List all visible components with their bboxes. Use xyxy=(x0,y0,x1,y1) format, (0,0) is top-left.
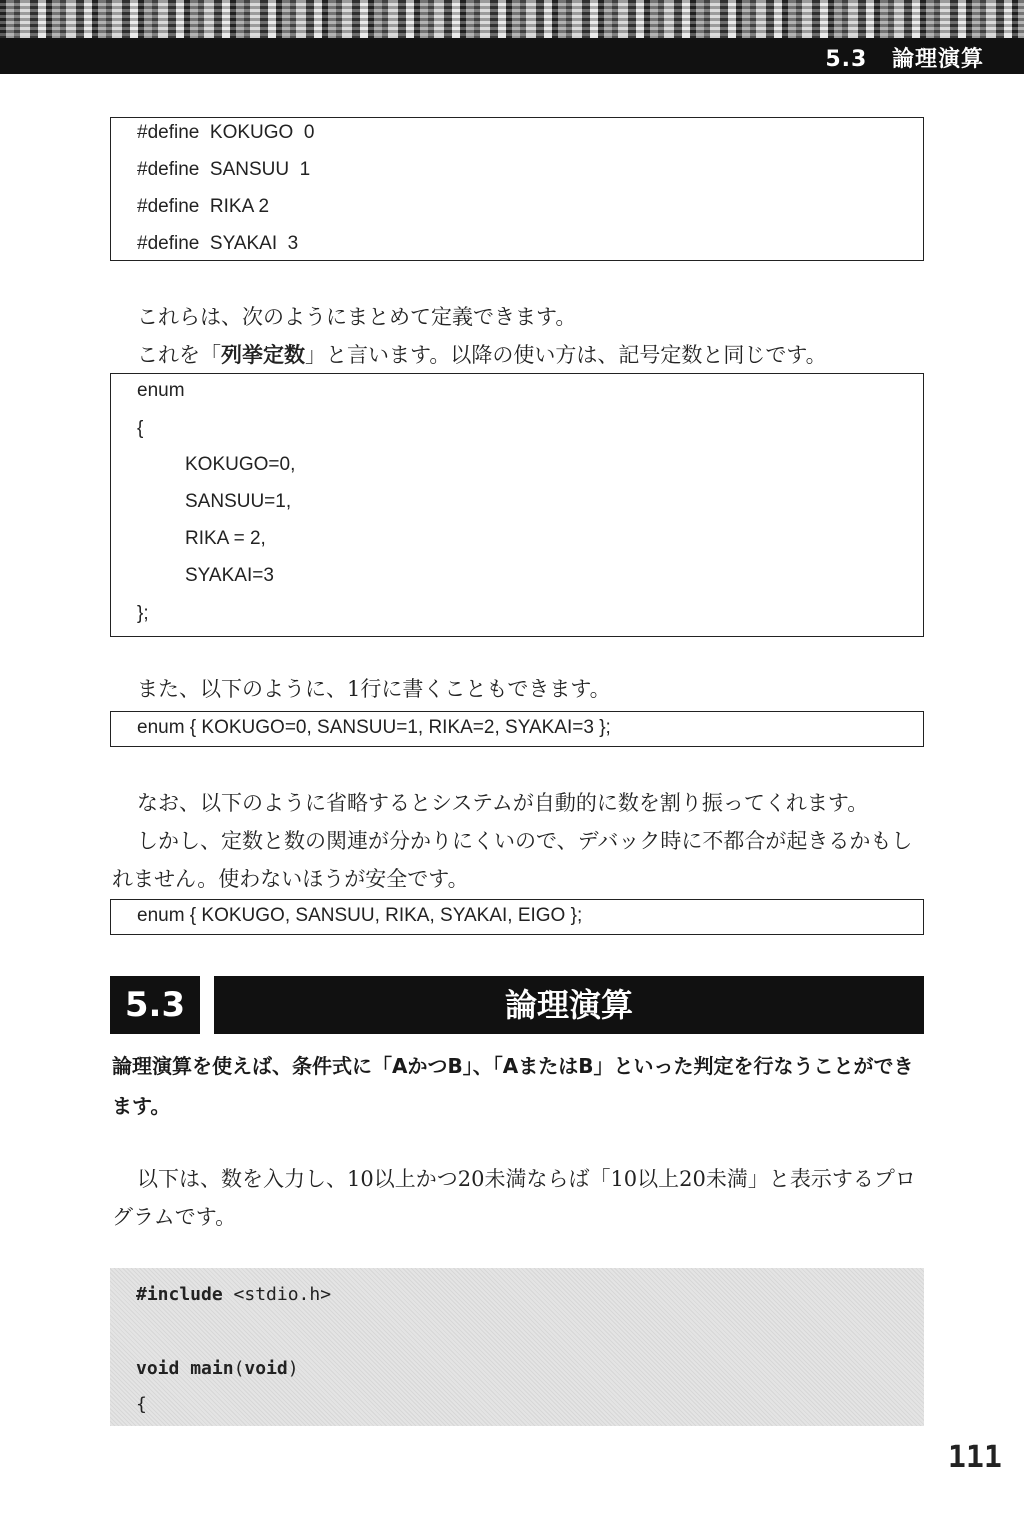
code-line: { xyxy=(136,1394,147,1415)
code-keyword: void xyxy=(136,1358,180,1379)
code-line: SANSUU=1, xyxy=(185,491,292,512)
code-line: #define SYAKAI 3 xyxy=(137,233,299,254)
text-line: また、以下のように、1行に書くこともできます。 xyxy=(137,677,611,701)
running-header-number: 5.3 xyxy=(825,47,868,72)
section-title: 論理演算 xyxy=(214,976,924,1034)
sample-code-block xyxy=(110,1268,924,1426)
text-line: これらは、次のようにまとめて定義できます。 xyxy=(137,305,577,329)
code-line: void main(void) xyxy=(136,1358,299,1379)
code-box-enum xyxy=(110,373,924,637)
code-line: enum { KOKUGO=0, SANSUU=1, RIKA=2, SYAKAI=3 }; xyxy=(137,717,611,738)
text-line xyxy=(112,336,922,374)
paragraph-enum-intro xyxy=(112,298,922,374)
code-keyword: #include xyxy=(136,1284,223,1305)
code-keyword: main xyxy=(190,1358,234,1379)
paragraph-program-intro xyxy=(112,1160,922,1236)
code-keyword: void xyxy=(244,1358,288,1379)
code-box-enum-one-line xyxy=(110,711,924,747)
text-line: 以下は、数を入力し、10以上かつ20未満ならば「10以上20未満」と表示するプログラムです。 xyxy=(112,1167,916,1229)
code-box-enum-auto xyxy=(110,899,924,935)
section-number: 5.3 xyxy=(110,976,200,1034)
running-header-title: 論理演算 xyxy=(891,47,984,72)
code-line: SYAKAI=3 xyxy=(185,565,274,586)
text-line: なお、以下のように省略するとシステムが自動的に数を割り振ってくれます。 xyxy=(137,791,869,815)
code-line xyxy=(136,1284,331,1305)
code-line: RIKA = 2, xyxy=(185,528,266,549)
running-header xyxy=(825,42,984,73)
section-lead: 論理演算を使えば、条件式に「AかつB」、「AまたはB」といった判定を行なうことができます。 xyxy=(112,1054,914,1118)
code-line: }; xyxy=(137,603,149,624)
code-line: enum { KOKUGO, SANSUU, RIKA, SYAKAI, EIGO }; xyxy=(137,905,583,926)
code-line: { xyxy=(137,418,144,439)
text-span: 」と言います。以降の使い方は、記号定数と同じです。 xyxy=(305,343,827,367)
code-line: #define KOKUGO 0 xyxy=(137,122,315,143)
page-number: 111 xyxy=(947,1440,1002,1475)
term-bold: 列挙定数 xyxy=(221,343,305,367)
code-box-defines xyxy=(110,117,924,261)
code-text: <stdio.h> xyxy=(222,1284,332,1305)
text-span: これを「 xyxy=(137,343,221,367)
code-line: #define SANSUU 1 xyxy=(137,159,311,180)
paragraph-one-line xyxy=(112,670,922,708)
paragraph-auto-numbering xyxy=(112,784,922,898)
text-line: しかし、定数と数の関連が分かりにくいので、デバック時に不都合が起きるかもしれません。使わないほうが安全です。 xyxy=(112,829,913,891)
code-line: enum xyxy=(137,380,185,401)
code-line: #define RIKA 2 xyxy=(137,196,270,217)
code-line: KOKUGO=0, xyxy=(185,454,296,475)
